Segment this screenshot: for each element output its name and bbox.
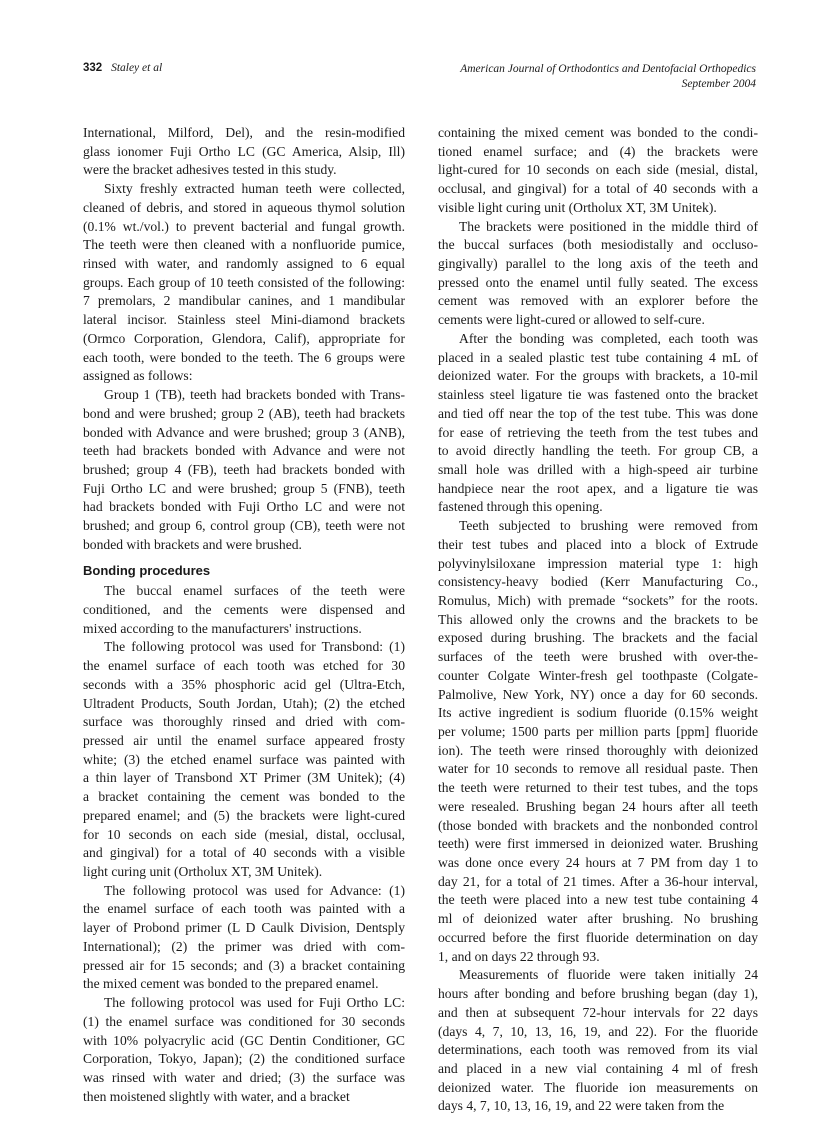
text-line: the teeth were returned to their test tubes, and the tops (438, 780, 758, 796)
paragraph (438, 330, 758, 517)
text-line: containing the mixed cement was bonded to the condi- (438, 125, 758, 140)
text-line: day 21, for a total of 21 times. After a 36-hour interval, (438, 873, 758, 889)
text-line: deionized water. The fluoride ion measurements on (438, 1079, 758, 1095)
text-line: hours after bonding and before brushing began (day 1), (438, 986, 758, 1002)
text-line: for ease of retrieving the teeth from the test tubes and (438, 424, 758, 440)
text-line: (those bonded with brackets and the nonbonded control (438, 817, 758, 833)
text-line: (days 4, 7, 10, 13, 16, 19, and 22). For the fluoride (438, 1023, 758, 1039)
text-line: surface was thoroughly rinsed and dried with com- (83, 714, 405, 730)
text-line: lateral incisor. Stainless steel Mini-diamond brackets (83, 312, 405, 328)
text-line: conditioned, and the cements were dispensed and (83, 601, 405, 617)
text-line: Fuji Ortho LC and were brushed; group 5 (FNB), teeth (83, 480, 405, 496)
text-line: were the bracket adhesives tested in this study. (83, 162, 337, 178)
text-line: ion). The teeth were rinsed thoroughly with deionized (438, 742, 758, 758)
paragraph (438, 966, 758, 1116)
text-line: Corporation, Tokyo, Japan); (2) the conditioned surface (83, 1051, 405, 1067)
text-line: brushed; group 4 (FB), teeth had brackets bonded with (83, 461, 405, 477)
text-line: bonded with Advance and were brushed; group 3 (ANB), (83, 424, 405, 440)
text-line: the teeth were placed into a new test tube containing 4 (438, 892, 758, 908)
issue-date: September 2004 (681, 78, 756, 90)
journal-title: American Journal of Orthodontics and Dentofacial Orthopedics (460, 63, 756, 75)
text-line: was done once every 24 hours at 7 PM from day 1 to (438, 855, 758, 871)
text-line: a bracket containing the cement was bonded to the (83, 789, 405, 805)
paragraph (83, 386, 405, 554)
text-line: The following protocol was used for Transbond: (1) (104, 639, 405, 655)
text-line: The following protocol was used for Advance: (1) (104, 882, 405, 898)
text-line: Teeth subjected to brushing were removed from (459, 518, 758, 534)
text-line: and placed in a new vial containing 4 ml of fresh (438, 1060, 758, 1076)
paragraph (83, 582, 405, 638)
text-line: rinsed with water, and randomly assigned to 6 equal (83, 256, 405, 272)
text-line: and gingival) for a total of 40 seconds with a visible (83, 845, 405, 861)
paragraph (83, 882, 405, 994)
text-line: The brackets were positioned in the middle third of (459, 218, 758, 234)
text-line: seconds with a 35% phosphoric acid gel (Ultra-Etch, (83, 676, 405, 692)
paragraph (438, 218, 758, 330)
running-author: Staley et al (111, 62, 163, 74)
text-line: International, Milford, Del), and the resin-modified (83, 125, 405, 140)
text-line: bond and were brushed; group 2 (AB), teeth had brackets (83, 405, 405, 421)
text-line: tioned enamel surface; and (4) the brackets were (438, 143, 758, 159)
paragraph (438, 517, 758, 966)
text-line: This allowed only the crowns and the brackets to be (438, 611, 758, 627)
text-line: for 10 seconds on each side (mesial, distal, occlusal, (83, 826, 405, 842)
text-line: days 4, 7, 10, 13, 16, 19, and 22 were taken from the (438, 1098, 725, 1114)
text-line: prepared enamel; and (5) the brackets were light-cured (83, 807, 405, 823)
text-line: teeth had brackets bonded with Advance and were not (83, 443, 405, 459)
text-line: white; (3) the etched enamel surface was painted with (83, 751, 405, 767)
text-line: glass ionomer Fuji Ortho LC (GC America, Alsip, Ill) (83, 143, 405, 159)
text-line: water for 10 seconds to remove all residual paste. Then (438, 761, 758, 777)
text-line: cement was removed with an explorer before the (438, 293, 758, 309)
text-line: pressed air until the enamel surface appeared frosty (83, 733, 405, 748)
paragraph (83, 180, 405, 386)
text-line: pressed air for 15 seconds; and (3) a bracket containing (83, 957, 405, 973)
text-line: counter Colgate Winter-fresh gel toothpaste (Colgate- (438, 667, 758, 683)
page-number: 332 (83, 62, 103, 74)
text-line: the enamel surface of each tooth was painted with a (83, 901, 405, 917)
running-header-right (460, 62, 756, 92)
text-line: Ultradent Products, South Jordan, Utah); (2) the etched (83, 695, 405, 711)
text-line: The following protocol was used for Fuji Ortho LC: (104, 995, 405, 1011)
text-line: exposed during brushing. The brackets and the facial (438, 630, 758, 646)
text-line: the enamel surface of each tooth was etched for 30 (83, 658, 405, 674)
text-line: occurred before the first fluoride determination on day (438, 929, 758, 945)
text-line: International); (2) the primer was dried with com- (83, 938, 405, 954)
text-line: handpiece near the root apex, and a ligature tie was (438, 480, 758, 496)
section-heading: Bonding procedures (83, 562, 211, 578)
text-line: and then at subsequent 72-hour intervals for 22 days (438, 1004, 758, 1020)
text-line: each tooth, were bonded to the teeth. The 6 groups were (83, 349, 405, 365)
text-line: a thin layer of Transbond XT Primer (3M Unitek); (4) (83, 770, 405, 786)
text-line: Group 1 (TB), teeth had brackets bonded with Trans- (104, 387, 405, 403)
text-line: to avoid directly handling the teeth. For group CB, a (438, 443, 758, 459)
text-line: their test tubes and placed into a block of Extrude (438, 536, 758, 552)
text-line: Sixty freshly extracted human teeth were collected, (104, 181, 405, 197)
text-line: mixed according to the manufacturers' instructions. (83, 620, 362, 636)
text-line: gingivally) parallel to the long axis of the teeth and (438, 256, 758, 272)
right-column (438, 124, 758, 1116)
text-line: brushed; and group 6, control group (CB), teeth were not (83, 518, 405, 534)
text-line: occlusal, and gingival) for a total of 40 seconds with a (438, 181, 758, 197)
text-line: Its active ingredient is sodium fluoride (0.15% weight (438, 705, 758, 721)
text-line: stainless steel ligature tie was fastened onto the bracket (438, 387, 758, 403)
text-line: polyvinylsiloxane impression material type 1: high (438, 555, 758, 571)
text-line: ml of deionized water after brushing. No brushing (438, 911, 758, 927)
text-line: placed in a sealed plastic test tube containing 4 mL of (438, 349, 758, 365)
paragraph (83, 994, 405, 1106)
text-line: 1, and on days 22 through 93. (438, 948, 600, 964)
text-line: cements were light-cured or allowed to self-cure. (438, 312, 705, 328)
text-line: groups. Each group of 10 teeth consisted of the following: (83, 274, 405, 290)
text-line: and tied off near the top of the test tube. This was done (438, 405, 758, 421)
text-line: deionized water. For the groups with brackets, a 10-mil (438, 368, 758, 384)
left-column (83, 124, 405, 1106)
text-line: had brackets bonded with Fuji Ortho LC and were not (83, 499, 405, 515)
text-line: The teeth were then cleaned with a nonfluoride pumice, (83, 237, 405, 253)
text-line: (Ormco Corporation, Glendora, Calif), appropriate for (83, 330, 405, 346)
text-line: Romulus, Mich) with premade “sockets” for the roots. (438, 592, 758, 608)
text-line: light-cured for 10 seconds on each side (mesial, distal, (438, 162, 758, 178)
text-line: visible light curing unit (Ortholux XT, 3M Unitek). (438, 199, 717, 215)
text-line: the mixed cement was bonded to the prepared enamel. (83, 976, 379, 992)
text-line: small hole was drilled with a high-speed air turbine (438, 461, 758, 477)
text-line: assigned as follows: (83, 368, 193, 384)
text-line: (1) the enamel surface was conditioned for 30 seconds (83, 1013, 405, 1029)
text-line: then moistened slightly with water, and a bracket (83, 1088, 350, 1104)
text-line: 7 premolars, 2 mandibular canines, and 1 mandibular (83, 293, 405, 309)
text-line: The buccal enamel surfaces of the teeth were (104, 583, 405, 599)
text-line: per volume; 1500 parts per million parts [ppm] fluoride (438, 724, 758, 739)
paragraph (83, 124, 405, 180)
text-line: cleaned of debris, and stored in aqueous thymol solution (83, 199, 405, 215)
text-line: determinations, each tooth was removed from its vial (438, 1042, 758, 1058)
text-line: After the bonding was completed, each tooth was (459, 330, 758, 346)
paragraph (438, 124, 758, 218)
text-line: (0.1% wt./vol.) to prevent bacterial and fungal growth. (83, 218, 405, 234)
text-line: fastened through this opening. (438, 499, 603, 515)
text-line: with 10% polyacrylic acid (GC Dentin Conditioner, GC (83, 1032, 405, 1048)
text-line: the buccal surfaces (both mesiodistally and occluso- (438, 237, 758, 253)
text-line: surfaces of the teeth were brushed with over-the- (438, 649, 758, 665)
text-line: Measurements of fluoride were taken initially 24 (459, 967, 758, 983)
text-line: was rinsed with water and dried; (3) the surface was (83, 1069, 405, 1085)
text-line: pressed onto the enamel until fully seated. The excess (438, 274, 758, 290)
text-line: bonded with brackets and were brushed. (83, 536, 302, 552)
text-line: light curing unit (Ortholux XT, 3M Unitek). (83, 864, 323, 880)
paragraph (83, 638, 405, 881)
text-line: were resealed. Brushing began 24 hours after all teeth (438, 798, 758, 814)
text-line: layer of Probond primer (L D Caulk Division, Dentsply (83, 920, 405, 936)
text-line: teeth) were first immersed in deionized water. Brushing (438, 836, 758, 852)
running-header-left (83, 62, 162, 74)
text-line: consistency-heavy bodied (Kerr Manufacturing Co., (438, 574, 758, 590)
text-line: Palmolive, New York, NY) once a day for 60 seconds. (438, 686, 758, 702)
